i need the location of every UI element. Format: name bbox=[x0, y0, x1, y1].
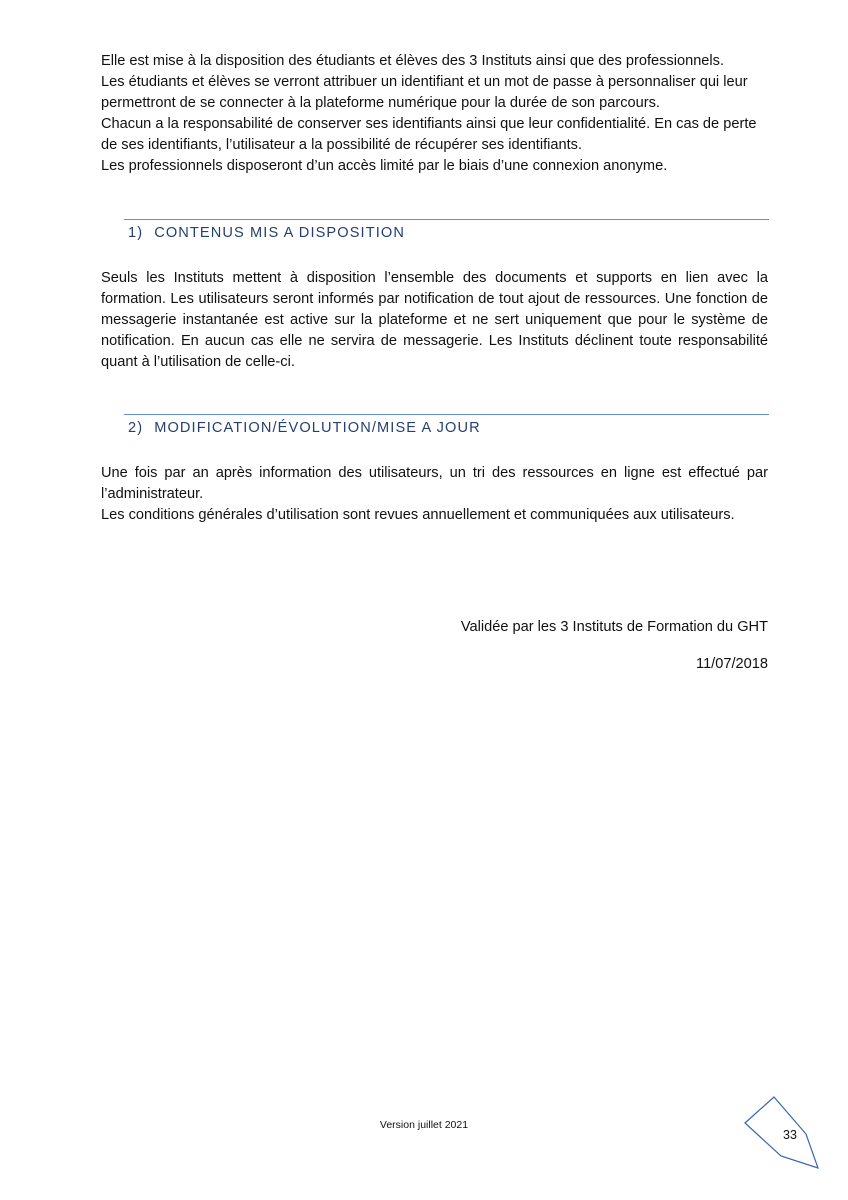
paragraph: Seuls les Instituts mettent à disposition l’ensemble des documents et supports en lien avec la formation. Les utilisateurs seront informés par notification de tout ajout de ressources. Une fonction de messagerie instantanée est active sur la plateforme et ne sert uniquement que pour le système de notification. En aucun cas elle ne servira de messagerie. Les Instituts déclinent toute responsabilité quant à l’utilisation de celle-ci. bbox=[101, 270, 768, 370]
section-title: MODIFICATION/ÉVOLUTION/MISE A JOUR bbox=[154, 420, 481, 436]
footer-version: Version juillet 2021 bbox=[379, 1119, 469, 1131]
section-number: 2) bbox=[128, 420, 144, 436]
section-body bbox=[101, 463, 768, 526]
section-number: 1) bbox=[128, 225, 144, 241]
page-number: 33 bbox=[783, 1128, 797, 1142]
section-body bbox=[101, 268, 768, 373]
paragraph: Les conditions générales d’utilisation sont revues annuellement et communiquées aux utilisateurs. bbox=[101, 507, 735, 523]
section-heading bbox=[128, 420, 481, 436]
paragraph: Une fois par an après information des utilisateurs, un tri des ressources en ligne est effectué par l’administrateur. bbox=[101, 465, 768, 502]
intro-line: Chacun a la responsabilité de conserver ses identifiants ainsi que leur confidentialité. En cas de perte de ses identifiants, l’utilisateur a la possibilité de récupérer ses identifiants. bbox=[101, 116, 757, 153]
intro-line: Elle est mise à la disposition des étudiants et élèves des 3 Instituts ainsi que des professionnels. bbox=[101, 53, 725, 69]
section-heading bbox=[128, 225, 405, 241]
validation-date: 11/07/2018 bbox=[696, 656, 768, 672]
section-rule bbox=[124, 219, 769, 220]
intro-text bbox=[101, 51, 768, 177]
page-number-badge bbox=[744, 1096, 819, 1169]
intro-line: Les professionnels disposeront d’un accès limité par le biais d’une connexion anonyme. bbox=[101, 158, 668, 174]
intro-line: Les étudiants et élèves se verront attribuer un identifiant et un mot de passe à personnaliser qui leur permettront de se connecter à la plateforme numérique pour la durée de son parcours. bbox=[101, 74, 748, 111]
section-title: CONTENUS MIS A DISPOSITION bbox=[154, 225, 405, 241]
validation-text: Validée par les 3 Instituts de Formation du GHT bbox=[460, 619, 768, 635]
section-rule bbox=[124, 414, 769, 415]
